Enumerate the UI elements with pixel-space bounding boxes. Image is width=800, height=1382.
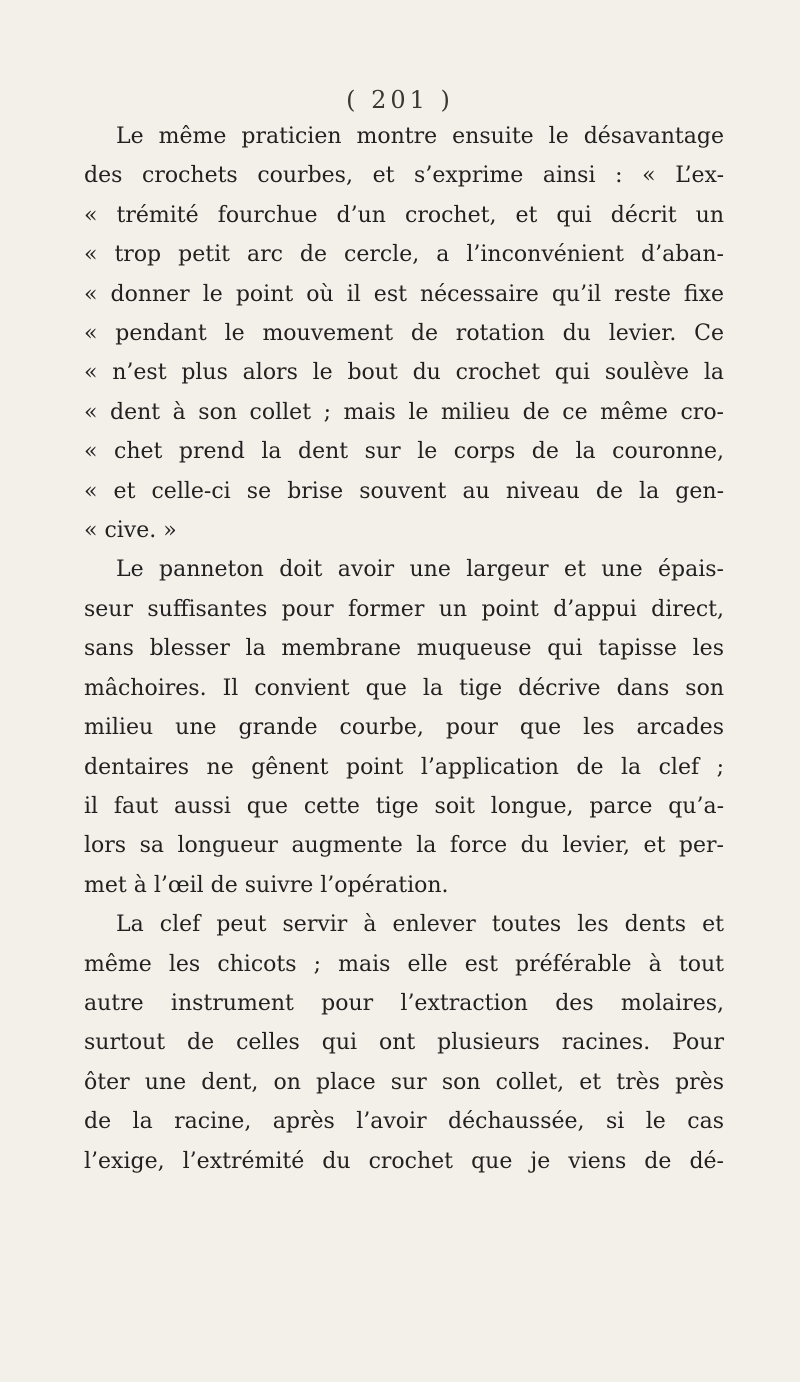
text-line: Le panneton doit avoir une largeur et une épais- [116, 557, 724, 583]
body-text [84, 117, 724, 1181]
text-line: lors sa longueur augmente la force du levier, et per- [84, 833, 724, 859]
text-line: met à l’œil de suivre l’opération. [84, 872, 449, 898]
text-line: mâchoires. Il convient que la tige décrive dans son [84, 675, 724, 701]
text-line: « et celle-ci se brise souvent au niveau de la gen- [84, 478, 724, 504]
text-line: « donner le point où il est nécessaire qu’il reste fixe [84, 281, 724, 307]
text-line: l’exige, l’extrémité du crochet que je viens de dé- [84, 1148, 724, 1174]
text-line: La clef peut servir à enlever toutes les dents et [116, 912, 724, 938]
text-line: « chet prend la dent sur le corps de la couronne, [84, 439, 724, 465]
text-line: seur suffisantes pour former un point d’appui direct, [84, 596, 724, 622]
text-line: « cive. » [84, 518, 177, 544]
text-line: « pendant le mouvement de rotation du levier. Ce [84, 321, 724, 347]
page-number: ( 201 ) [346, 86, 454, 114]
text-line: même les chicots ; mais elle est préférable à tout [84, 951, 724, 977]
text-line: « trop petit arc de cercle, a l’inconvénient d’aban- [84, 242, 724, 268]
text-line: il faut aussi que cette tige soit longue, parce qu’a- [84, 793, 724, 819]
text-line: des crochets courbes, et s’exprime ainsi : « L’ex- [84, 163, 724, 189]
text-line: autre instrument pour l’extraction des molaires, [84, 990, 724, 1016]
text-line: dentaires ne gênent point l’application de la clef ; [84, 754, 724, 780]
text-line: milieu une grande courbe, pour que les arcades [84, 715, 724, 741]
text-line: « trémité fourchue d’un crochet, et qui décrit un [84, 202, 724, 228]
text-line: « dent à son collet ; mais le milieu de ce même cro- [84, 399, 724, 425]
text-line: Le même praticien montre ensuite le désavantage [116, 124, 724, 149]
text-line: ôter une dent, on place sur son collet, et très près [84, 1069, 724, 1095]
text-line: de la racine, après l’avoir déchaussée, si le cas [84, 1109, 724, 1135]
text-line: sans blesser la membrane muqueuse qui tapisse les [84, 636, 724, 662]
text-line: « n’est plus alors le bout du crochet qui soulève la [84, 360, 724, 386]
text-line: surtout de celles qui ont plusieurs racines. Pour [84, 1030, 724, 1056]
